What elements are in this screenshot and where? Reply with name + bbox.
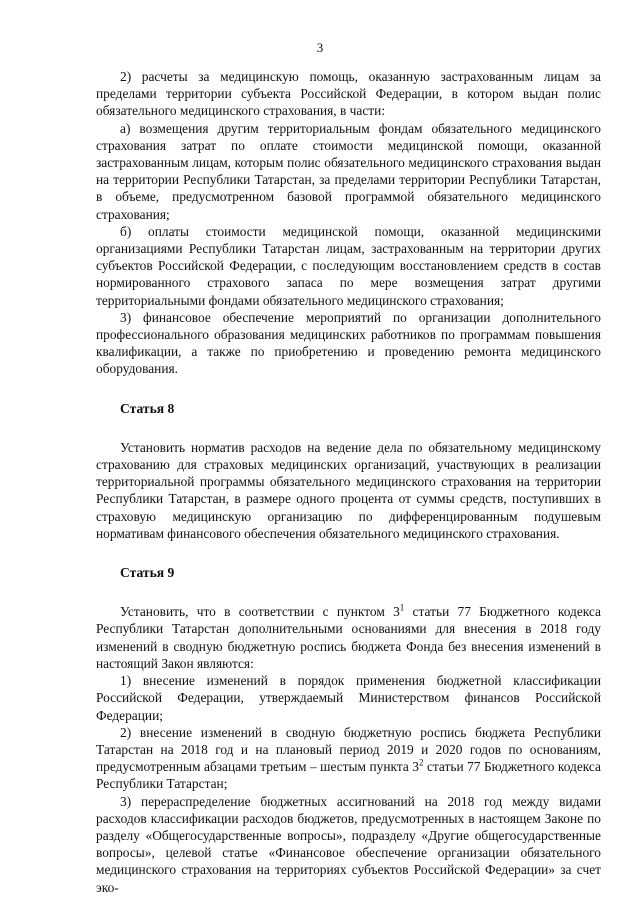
article-9-item-2 [96,724,601,793]
page-number: 3 [316,40,324,55]
paragraph-item-3: 3) финансовое обеспечение мероприятий по организации дополнительного профессионального образования медицинских работников по программам повышения квалификации, а также по приобретению и проведению ремонта медицинского оборудования. [96,309,601,377]
article-9-intro-end: статьи 77 Бюджетного кодекса Республики Татарстан дополнительными основаниями для внесения в 2018 году изменений в сводную бюджетную роспись бюджета Фонда без внесения изменений в настоящий Закон являются: [96,604,601,671]
article-9-intro-start: Установить, что в соответствии с пунктом 3 [120,604,400,620]
paragraph-item-2: 2) расчеты за медицинскую помощь, оказанную застрахованным лицам за пределами территории субъекта Российской Федерации, в котором выдан полис обязательного медицинского страхования, в части: [96,69,601,119]
document-body [96,68,601,896]
article-9-item-3: 3) перераспределение бюджетных ассигнований на 2018 год между видами расходов классификации расходов бюджетов, предусмотренных в настоящем Законе по разделу «Общегосударственные вопросы», подразделу «Другие общегосударственные вопросы», целевой статье «Финансовое обеспечение организации обязательного медицинского страхования на территориях субъектов Российской Федерации» за счет эко- [96,793,601,895]
article-9-heading: Статья 9 [120,565,175,581]
article-9-item-1: 1) внесение изменений в порядок применения бюджетной классификации Российской Федерации, утверждаемый Министерством финансов Российской Федерации; [96,673,601,723]
article-9-intro-superscript: 1 [399,602,405,613]
article-8-heading: Статья 8 [120,400,175,416]
paragraph-item-2b: б) оплаты стоимости медицинской помощи, оказанной медицинскими организациями Республики Татарстан лицам, застрахованным на территории других субъектов Российской Федерации, с последующим восстановлением средств в состав нормированного страхового запаса по мере возмещения затрат другими территориальными фондами обязательного медицинского страхования; [96,223,601,308]
paragraph-item-2a: а) возмещения другим территориальным фондам обязательного медицинского страхования затрат по оплате стоимости медицинской помощи, оказанной застрахованным лицам, которым полис обязательного медицинского страхования выдан на территории Республики Татарстан, за пределами территории Республики Татарстан, в объеме, предусмотренном базовой программой обязательного медицинского страхования; [96,120,601,222]
article-8-text: Установить норматив расходов на ведение дела по обязательному медицинскому страхованию для страховых медицинских организаций, участвующих в реализации территориальной программы обязательного медицинского страхования на территории Республики Татарстан, в размере одного процента от суммы средств, поступивших в страховую медицинскую организацию по дифференцированным подушевым нормативам финансового обеспечения обязательного медицинского страхования. [96,439,601,541]
article-9-intro [96,603,601,672]
article-9-item-2-start: 2) внесение изменений в сводную бюджетную роспись бюджета Республики Татарстан на 2018 год и на плановый период 2019 и 2020 годов по основаниям, предусмотренным абзацами третьим – шестым пункта 3 [96,724,601,775]
article-9-item-2-end: статьи 77 Бюджетного кодекса Республики Татарстан; [96,759,601,792]
article-9-item-2-superscript: 2 [418,757,424,768]
